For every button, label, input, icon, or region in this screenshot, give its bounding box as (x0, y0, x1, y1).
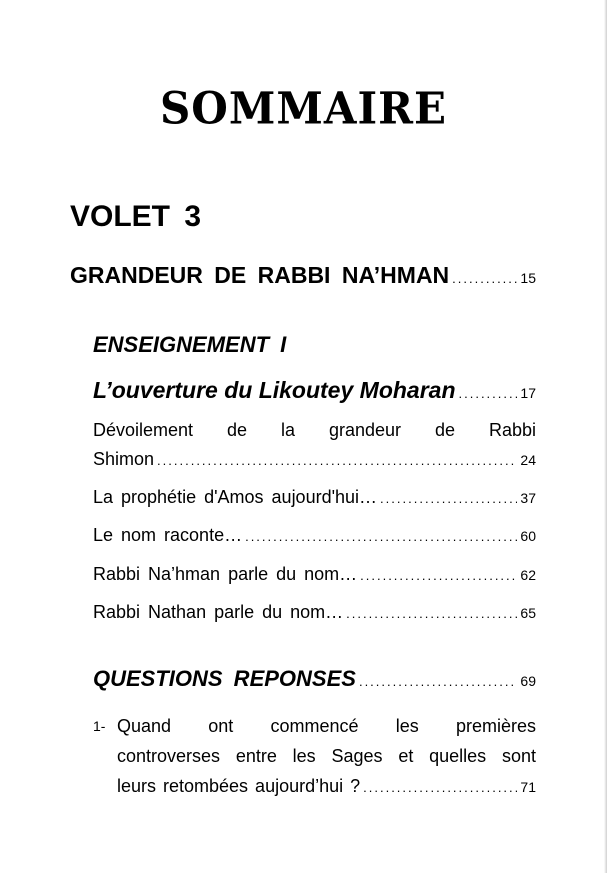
toc-page-number: 37 (520, 490, 536, 506)
question-line: Quand ont commencé les premières (117, 716, 536, 736)
question-line: controverses entre les Sages et quelles sont (117, 746, 536, 766)
toc-entry-rabbi-nathan[interactable] (93, 602, 536, 623)
dot-leader (363, 780, 517, 795)
toc-page-number: 17 (520, 385, 536, 401)
questions-heading: QUESTIONS REPONSES (93, 666, 356, 691)
toc-entry-question-1[interactable] (117, 776, 536, 797)
toc-entry-label: Shimon (93, 449, 155, 469)
toc-page-number: 71 (520, 779, 536, 795)
toc-entry-label: Le nom raconte… (93, 525, 243, 545)
toc-entry-grandeur[interactable] (70, 262, 536, 289)
page-title: SOMMAIRE (159, 82, 448, 135)
toc-page-number: 60 (520, 528, 536, 544)
toc-page-number: 62 (520, 567, 536, 583)
toc-entry-ouverture[interactable] (93, 377, 536, 404)
dot-leader (360, 568, 517, 583)
toc-entry-questions[interactable] (93, 666, 536, 692)
enseignement-heading: ENSEIGNEMENT I (93, 332, 287, 357)
toc-entry-label: GRANDEUR DE RABBI NA’HMAN (70, 262, 450, 288)
toc-page-number: 69 (520, 673, 536, 689)
toc-page-number: 15 (520, 270, 536, 286)
dot-leader (459, 386, 518, 401)
toc-page-number: 65 (520, 605, 536, 621)
toc-entry-amos[interactable] (93, 487, 536, 508)
toc-entry-line: Dévoilement de la grandeur de Rabbi (93, 420, 536, 440)
toc-entry-nom-raconte[interactable] (93, 525, 536, 546)
dot-leader (157, 453, 517, 468)
toc-page-number: 24 (520, 452, 536, 468)
dot-leader (452, 271, 517, 286)
volet-heading: VOLET 3 (70, 200, 202, 233)
toc-entry-label: leurs retombées aujourd’hui ? (117, 776, 361, 796)
dot-leader (346, 606, 517, 621)
question-number: 1- (93, 718, 106, 734)
dot-leader (359, 674, 517, 689)
toc-entry-rabbi-nahman[interactable] (93, 564, 536, 585)
dot-leader (380, 491, 517, 506)
toc-entry-label: L’ouverture du Likoutey Moharan (93, 377, 456, 403)
toc-entry-label: Rabbi Nathan parle du nom… (93, 602, 344, 622)
dot-leader (245, 529, 517, 544)
toc-entry-label: La prophétie d'Amos aujourd'hui… (93, 487, 378, 507)
toc-entry-label: Rabbi Na’hman parle du nom… (93, 564, 358, 584)
toc-entry-shimon[interactable] (93, 449, 536, 470)
